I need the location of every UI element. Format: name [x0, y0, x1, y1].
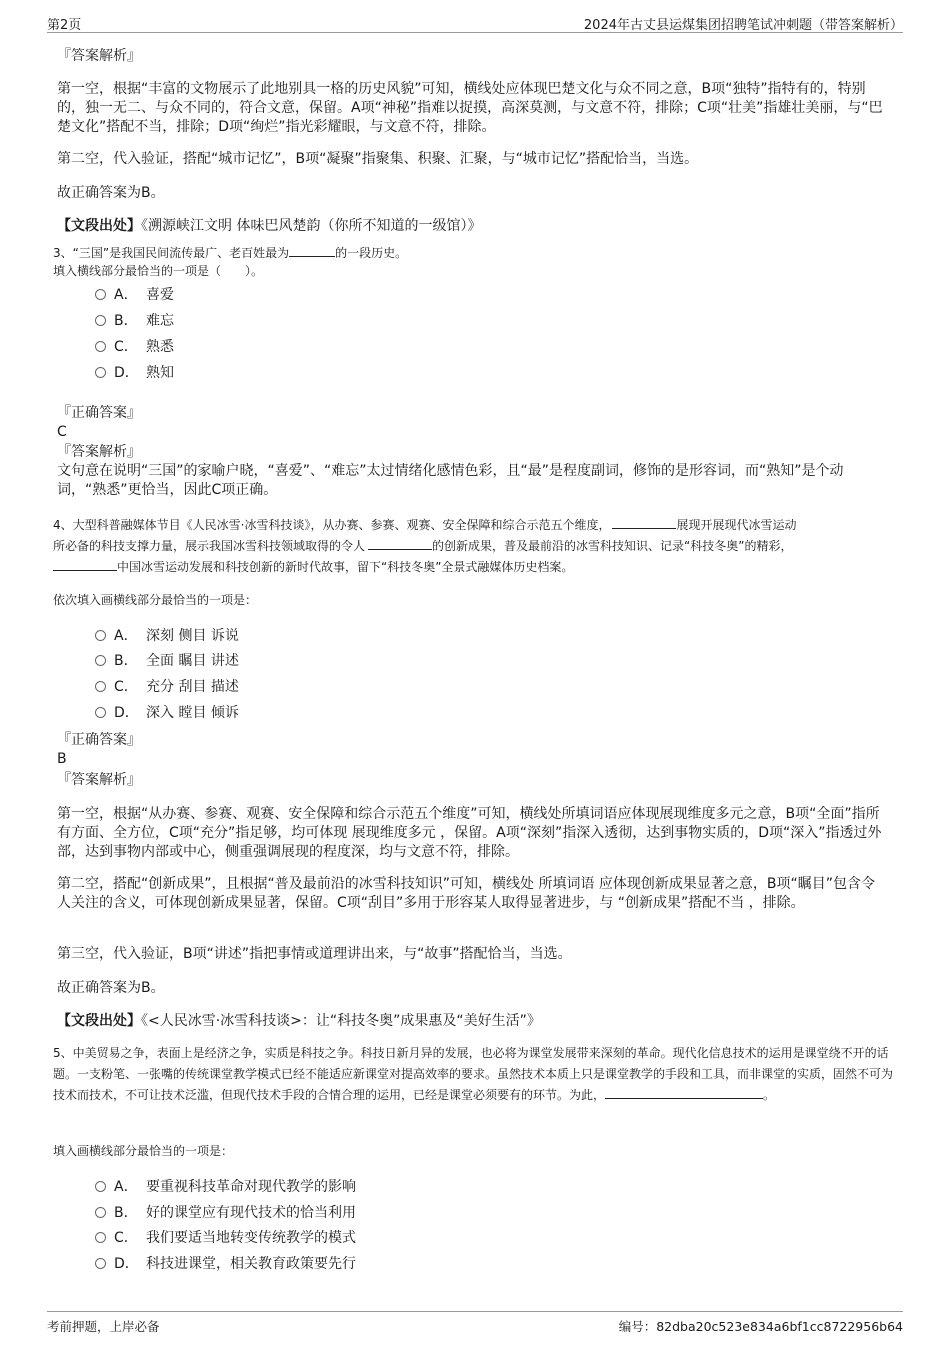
q3-answer: C	[57, 424, 67, 440]
q2-analysis-label: 『答案解析』	[57, 48, 141, 64]
option-key: A．	[114, 287, 138, 303]
option-text: 全面 瞩目 讲述	[146, 653, 239, 669]
source-label: 【文段出处】	[57, 1013, 141, 1029]
option-key: C．	[114, 1230, 138, 1246]
q2-analysis-p2: 第二空，代入验证，搭配“城市记忆”，B项“凝聚”指聚集、积聚、汇聚，与“城市记忆”搭配恰当，当选。	[57, 151, 699, 167]
q3-option-c[interactable]	[95, 337, 174, 357]
q4-option-b[interactable]	[95, 651, 239, 671]
footer-code	[619, 1317, 903, 1335]
q5-stem-end: 。	[763, 1088, 776, 1102]
radio-icon[interactable]	[95, 655, 106, 666]
q5-option-c[interactable]	[95, 1228, 356, 1248]
q5-option-a[interactable]	[95, 1177, 356, 1197]
option-key: A．	[114, 628, 138, 644]
q3-stem-text: 的一段历史。	[335, 246, 408, 260]
q2-analysis-p3: 故正确答案为B。	[57, 185, 165, 201]
q4-blank-2	[368, 536, 432, 550]
option-key: C．	[114, 339, 138, 355]
page-number: 第2页	[47, 18, 82, 33]
q4-answer: B	[57, 751, 67, 767]
q3-analysis-label: 『答案解析』	[57, 444, 141, 460]
q3-option-b[interactable]	[95, 311, 174, 331]
q3-blank	[289, 243, 335, 257]
option-key: A．	[114, 1179, 138, 1195]
option-text: 好的课堂应有现代技术的恰当利用	[146, 1205, 356, 1221]
page-footer	[47, 1311, 903, 1336]
radio-icon[interactable]	[95, 707, 106, 718]
code-label: 编号：	[618, 1319, 657, 1334]
q4-blank-1	[612, 515, 676, 529]
option-key: B．	[114, 653, 138, 669]
q3-stem	[53, 243, 407, 263]
q5-prompt: 填入画横线部分最恰当的一项是：	[53, 1144, 234, 1158]
option-key: D．	[114, 365, 139, 381]
q3-prompt: 填入横线部分最恰当的一项是（ ）。	[53, 264, 264, 278]
q4-source	[57, 1012, 541, 1031]
q4-option-c[interactable]	[95, 677, 239, 697]
radio-icon[interactable]	[95, 1181, 106, 1192]
option-text: 熟悉	[146, 339, 174, 355]
q2-source	[57, 217, 481, 236]
q5-blank	[605, 1085, 763, 1099]
q3-option-d[interactable]	[95, 363, 174, 383]
q3-analysis: 文句意在说明“三国”的家喻户晓，“喜爱”、“难忘”太过情绪化感情色彩，且“最”是程度副词，修饰的是形容词，而“熟知”是个动词，“熟悉”更恰当，因此C项正确。	[57, 463, 844, 498]
option-text: 充分 刮目 描述	[146, 679, 239, 695]
radio-icon[interactable]	[95, 341, 106, 352]
q4-option-d[interactable]	[95, 703, 239, 723]
option-text: 难忘	[146, 313, 174, 329]
option-key: B．	[114, 313, 138, 329]
option-text: 我们要适当地转变传统教学的模式	[146, 1230, 356, 1246]
q2-analysis-p1: 第一空，根据“丰富的文物展示了此地别具一格的历史风貌”可知，横线处应体现巴楚文化与众不同之意，B项“独特”指特有的，特别的，独一无二、与众不同的，符合文意，保留。A项“神秘”指难以捉摸，高深莫测，与文意不符，排除；C项“壮美”指雄壮美丽，与“巴楚文化”搭配不当，排除；D项“绚烂”指光彩耀眼，与文意不符，排除。	[57, 81, 883, 135]
q4-stem-line1	[53, 515, 796, 535]
source-title: 《<人民冰雪·冰雪科技谈>：让“科技冬奥”成果惠及“美好生活”》	[141, 1013, 541, 1029]
option-key: D．	[114, 1256, 139, 1272]
q3-stem-text: 3、“三国”是我国民间流传最广、老百姓最为	[53, 246, 290, 260]
q4-stem-text: 展现开展现代冰雪运动	[676, 518, 797, 532]
q4-stem-text: 的创新成果，普及最前沿的冰雪科技知识、记录“科技冬奥”的精彩，	[432, 539, 793, 553]
option-text: 要重视科技革命对现代教学的影响	[146, 1179, 356, 1195]
option-key: B．	[114, 1205, 138, 1221]
option-text: 深入 瞠目 倾诉	[146, 705, 239, 721]
radio-icon[interactable]	[95, 1207, 106, 1218]
radio-icon[interactable]	[95, 1258, 106, 1269]
radio-icon[interactable]	[95, 315, 106, 326]
option-text: 深刻 侧目 诉说	[146, 628, 239, 644]
page-header	[47, 12, 903, 33]
radio-icon[interactable]	[95, 681, 106, 692]
q4-answer-label: 『正确答案』	[57, 732, 141, 748]
radio-icon[interactable]	[95, 1232, 106, 1243]
q4-stem-text: 4、大型科普融媒体节目《人民冰雪·冰雪科技谈》，从办赛、参赛、观赛、安全保障和综合示范五个维度，	[53, 518, 611, 532]
q4-analysis-p1: 第一空，根据“从办赛、参赛、观赛、安全保障和综合示范五个维度”可知，横线处所填词语应体现展现维度多元之意，B项“全面”指所有方面、全方位，C项“充分”指足够，均可体现 展现维度多元 ，保留。A项“深刻”指深入透彻，达到事物实质的，D项“深入”指透过外部，达到事物内部或中心，侧重强调展现的程度深，均与文意不符，排除。	[57, 806, 882, 860]
radio-icon[interactable]	[95, 367, 106, 378]
q4-analysis-label: 『答案解析』	[57, 772, 141, 788]
option-text: 喜爱	[146, 287, 174, 303]
q4-stem-text: 中国冰雪运动发展和科技创新的新时代故事，留下“科技冬奥”全景式融媒体历史档案。	[117, 560, 574, 574]
q4-analysis-p4: 故正确答案为B。	[57, 980, 165, 996]
footer-slogan: 考前押题，上岸必备	[47, 1319, 160, 1334]
radio-icon[interactable]	[95, 289, 106, 300]
option-text: 科技进课堂，相关教育政策要先行	[146, 1256, 356, 1272]
q4-stem-line3	[53, 557, 573, 577]
code-value: 82dba20c523e834a6bf1cc8722956b64	[656, 1319, 903, 1334]
option-key: D．	[114, 705, 139, 721]
q3-answer-label: 『正确答案』	[57, 405, 141, 421]
q5-option-d[interactable]	[95, 1254, 356, 1274]
q5-stem	[53, 1043, 895, 1106]
q4-stem-line2	[53, 536, 792, 556]
q4-option-a[interactable]	[95, 626, 239, 646]
q4-prompt: 依次填入画横线部分最恰当的一项是：	[53, 593, 258, 607]
source-title: 《溯源峡江文明 体味巴风楚韵（你所不知道的一级馆）》	[141, 218, 482, 234]
source-label: 【文段出处】	[57, 218, 141, 234]
q4-analysis-p2: 第二空，搭配“创新成果”，且根据“普及最前沿的冰雪科技知识”可知，横线处 所填词语 应体现创新成果显著之意，B项“瞩目”包含令人关注的含义，可体现创新成果显著，保留。C项“刮目”多用于形容某人取得显著进步，与 “创新成果”搭配不当 ，排除。	[57, 876, 876, 911]
q5-stem-text: 5、中美贸易之争，表面上是经济之争，实质是科技之争。科技日新月异的发展，也必将为课堂发展带来深刻的革命。现代化信息技术的运用是课堂绕不开的话题。一支粉笔、一张嘴的传统课堂教学模式已经不能适应新课堂对提高效率的要求。虽然技术本质上只是课堂教学的手段和工具，而非课堂的实质，固然不可为技术而技术，不可让技术泛滥，但现代技术手段的合情合理的运用，已经是课堂必须要有的环节。为此，	[53, 1046, 894, 1102]
q4-stem-text: 所必备的科技支撑力量，展示我国冰雪科技领域取得的令人	[53, 539, 366, 553]
option-text: 熟知	[146, 365, 174, 381]
q3-option-a[interactable]	[95, 285, 174, 305]
q4-blank-3	[53, 557, 117, 571]
document-title: 2024年古丈县运煤集团招聘笔试冲刺题（带答案解析）	[583, 18, 903, 33]
radio-icon[interactable]	[95, 630, 106, 641]
q4-analysis-p3: 第三空，代入验证，B项“讲述”指把事情或道理讲出来，与“故事”搭配恰当，当选。	[57, 946, 572, 962]
option-key: C．	[114, 679, 138, 695]
q5-option-b[interactable]	[95, 1203, 356, 1223]
